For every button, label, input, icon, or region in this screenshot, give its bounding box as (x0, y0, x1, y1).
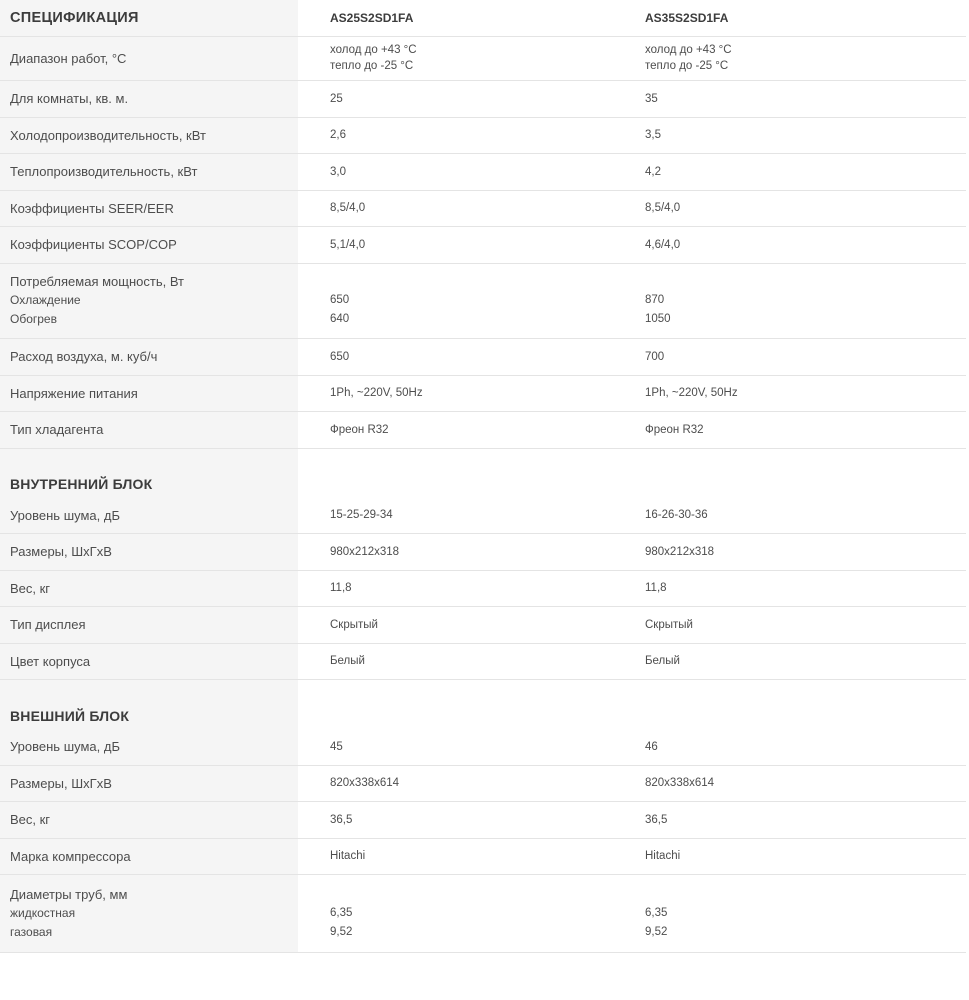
row-label: Размеры, ШхГхВ (10, 544, 112, 560)
empty-cell (613, 449, 966, 498)
row-sublabel: Обогрев (10, 312, 57, 327)
table-row (0, 81, 966, 118)
row-value-cell (613, 118, 966, 154)
row-value-cell (298, 118, 613, 154)
row-sublabel: газовая (10, 924, 53, 939)
row-value: 2,6 (330, 129, 346, 142)
row-label: Марка компрессора (10, 848, 131, 864)
row-value-cell (613, 802, 966, 838)
row-value: Фреон R32 (330, 423, 389, 436)
row-sublabel: Охлаждение (10, 293, 81, 308)
row-label-cell (0, 264, 298, 339)
row-value-cell (298, 339, 613, 375)
row-value-cell (298, 534, 613, 570)
row-value-cell (613, 154, 966, 190)
row-value: 870 (645, 294, 665, 307)
table-row (0, 644, 966, 681)
row-value: 1Ph, ~220V, 50Hz (330, 387, 423, 400)
row-value: 4,6/4,0 (645, 238, 681, 251)
row-value: 8,5/4,0 (645, 202, 681, 215)
row-label-cell (0, 154, 298, 190)
row-value-cell (298, 154, 613, 190)
row-value-cell (298, 37, 613, 80)
row-value: 36,5 (330, 813, 353, 826)
row-label: Цвет корпуса (10, 653, 91, 669)
row-label: Потребляемая мощность, Вт (10, 274, 185, 290)
row-value: холод до +43 °С (330, 44, 417, 56)
row-value: 11,8 (645, 582, 667, 595)
row-label: Напряжение питания (10, 385, 138, 401)
row-value-cell (298, 802, 613, 838)
row-value: Hitachi (330, 850, 366, 863)
row-label-cell (0, 339, 298, 375)
row-value-cell (298, 607, 613, 643)
section-header-row (0, 680, 966, 729)
row-value: 3,0 (330, 165, 346, 178)
row-value-cell (613, 191, 966, 227)
row-value: 980x212x318 (645, 545, 715, 558)
table-row (0, 118, 966, 155)
row-value-cell (613, 37, 966, 80)
row-value-cell (613, 81, 966, 117)
row-label: Теплопроизводительность, кВт (10, 164, 198, 180)
row-value-cell (613, 571, 966, 607)
table-row (0, 264, 966, 340)
row-label: Уровень шума, дБ (10, 507, 120, 523)
row-label-cell (0, 802, 298, 838)
row-value-cell (298, 729, 613, 765)
row-value: тепло до -25 °С (330, 59, 414, 72)
row-value: 25 (330, 92, 343, 105)
row-value: тепло до -25 °С (645, 59, 729, 72)
row-label: Холодопроизводительность, кВт (10, 127, 206, 143)
row-value-cell (298, 571, 613, 607)
row-value-cell (298, 766, 613, 802)
column-header-model-1: AS25S2SD1FA (298, 0, 613, 36)
table-row (0, 37, 966, 81)
table-title: СПЕЦИФИКАЦИЯ (0, 0, 298, 36)
section-title: ВНУТРЕННИЙ БЛОК (0, 449, 298, 498)
table-row (0, 607, 966, 644)
row-value-cell (613, 264, 966, 339)
row-label: Вес, кг (10, 580, 51, 596)
row-value: 980x212x318 (330, 545, 400, 558)
row-label-cell (0, 498, 298, 534)
row-value-cell (613, 339, 966, 375)
row-value: 820x338x614 (330, 777, 400, 790)
row-label: Тип хладагента (10, 422, 104, 438)
row-value: 8,5/4,0 (330, 202, 366, 215)
row-value: 1Ph, ~220V, 50Hz (645, 387, 738, 400)
row-label: Уровень шума, дБ (10, 739, 120, 755)
row-value: 4,2 (645, 165, 661, 178)
row-value: 9,52 (645, 925, 668, 938)
row-value-cell (613, 644, 966, 680)
row-value: 16-26-30-36 (645, 509, 708, 522)
row-value: 650 (330, 350, 350, 363)
row-value: 36,5 (645, 813, 668, 826)
table-row (0, 412, 966, 449)
row-label-cell (0, 729, 298, 765)
row-label-cell (0, 875, 298, 952)
row-value: 6,35 (645, 906, 668, 919)
row-value-cell (298, 376, 613, 412)
table-row (0, 802, 966, 839)
row-value-cell (613, 607, 966, 643)
row-label-cell (0, 766, 298, 802)
row-value-cell (613, 376, 966, 412)
table-row (0, 498, 966, 535)
row-label-cell (0, 227, 298, 263)
row-value: 6,35 (330, 906, 353, 919)
row-value: 1050 (645, 313, 671, 326)
row-value: 3,5 (645, 129, 661, 142)
table-row (0, 839, 966, 876)
row-value: 700 (645, 350, 665, 363)
table-body (0, 37, 966, 953)
row-value-cell (613, 534, 966, 570)
row-value: 45 (330, 740, 343, 753)
row-value: Hitachi (645, 850, 681, 863)
row-value-cell (613, 875, 966, 952)
row-value-cell (613, 766, 966, 802)
row-label: Вес, кг (10, 812, 51, 828)
row-label-cell (0, 644, 298, 680)
row-value: Фреон R32 (645, 423, 704, 436)
row-value-cell (298, 875, 613, 952)
row-label-cell (0, 571, 298, 607)
row-value-cell (613, 729, 966, 765)
row-value-cell (613, 498, 966, 534)
row-value: 15-25-29-34 (330, 509, 393, 522)
row-label-cell (0, 534, 298, 570)
row-label: Для комнаты, кв. м. (10, 91, 129, 107)
table-row (0, 729, 966, 766)
table-row (0, 191, 966, 228)
row-label: Диаметры труб, мм (10, 886, 128, 902)
row-label: Коэффициенты SCOP/COP (10, 237, 177, 253)
table-row (0, 534, 966, 571)
row-value: Скрытый (330, 618, 378, 631)
table-row (0, 875, 966, 953)
empty-cell (298, 449, 613, 498)
row-value-cell (298, 264, 613, 339)
empty-cell (298, 680, 613, 729)
table-row (0, 227, 966, 264)
row-label: Тип дисплея (10, 617, 86, 633)
row-value: Белый (330, 655, 365, 668)
row-label-cell (0, 37, 298, 80)
row-value: 11,8 (330, 582, 352, 595)
table-row (0, 766, 966, 803)
row-value: Скрытый (645, 618, 693, 631)
row-value: 46 (645, 740, 658, 753)
row-value-cell (298, 227, 613, 263)
row-value: 9,52 (330, 925, 353, 938)
row-value-cell (298, 644, 613, 680)
empty-cell (613, 680, 966, 729)
row-label: Диапазон работ, °С (10, 51, 127, 66)
row-label-cell (0, 607, 298, 643)
row-value-cell (613, 412, 966, 448)
section-header-row (0, 449, 966, 498)
table-row (0, 376, 966, 413)
row-value-cell (298, 498, 613, 534)
row-value-cell (298, 81, 613, 117)
row-label-cell (0, 118, 298, 154)
table-row (0, 571, 966, 608)
row-label-cell (0, 412, 298, 448)
section-title: ВНЕШНИЙ БЛОК (0, 680, 298, 729)
row-value: 650 (330, 294, 350, 307)
column-header-model-2: AS35S2SD1FA (613, 0, 966, 36)
row-value: 820x338x614 (645, 777, 715, 790)
row-label: Размеры, ШхГхВ (10, 775, 112, 791)
row-label-cell (0, 376, 298, 412)
table-row (0, 154, 966, 191)
row-value-cell (298, 191, 613, 227)
table-header-row (0, 0, 966, 37)
row-label: Расход воздуха, м. куб/ч (10, 349, 158, 365)
row-sublabel: жидкостная (10, 905, 76, 920)
row-value: холод до +43 °С (645, 44, 732, 56)
row-label-cell (0, 839, 298, 875)
row-value-cell (298, 412, 613, 448)
row-label: Коэффициенты SEER/EER (10, 200, 174, 216)
table-row (0, 339, 966, 376)
row-value: 35 (645, 92, 658, 105)
row-value: 5,1/4,0 (330, 238, 366, 251)
row-value-cell (298, 839, 613, 875)
row-label-cell (0, 81, 298, 117)
row-value: 640 (330, 313, 350, 326)
row-value-cell (613, 227, 966, 263)
row-label-cell (0, 191, 298, 227)
row-value: Белый (645, 655, 680, 668)
row-value-cell (613, 839, 966, 875)
